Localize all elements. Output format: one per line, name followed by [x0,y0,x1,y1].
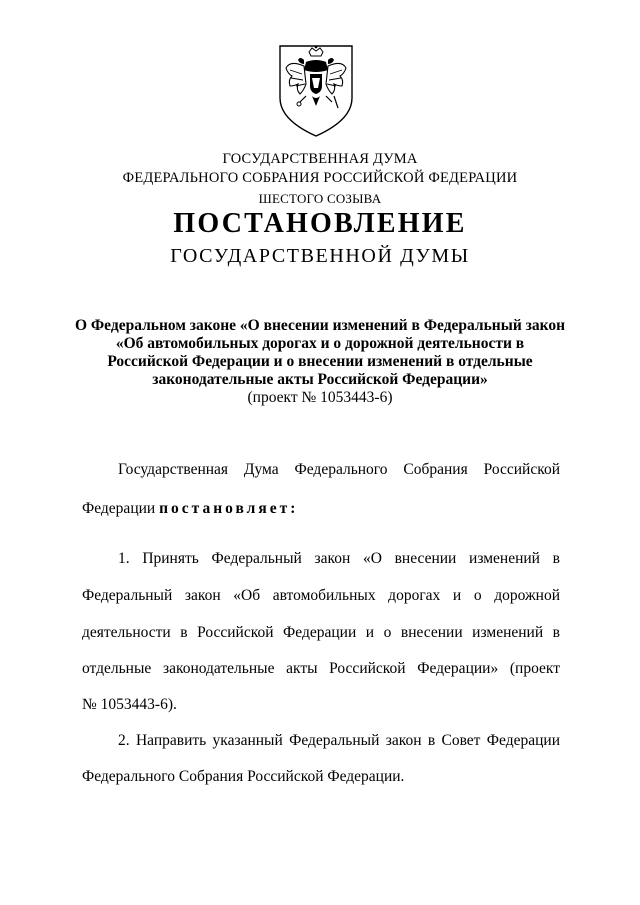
item2-line: 2. Направить указанный Федеральный закон в Совет Федерации [118,732,560,749]
item1-line: № 1053443-6). [82,696,177,713]
resolves-word: постановляет: [159,500,299,517]
subject-line: законодательные акты Российской Федерации» [152,371,488,388]
project-number: (проект № 1053443-6) [247,389,393,406]
body-intro-line: Государственная Дума Федерального Собрания Российской [118,461,560,478]
subject-line: «Об автомобильных дорогах и о дорожной деятельности в [115,335,525,352]
item1-line: деятельности в Российской Федерации и о внесении изменений в [82,624,560,641]
document-subject [70,317,570,389]
header-line-duma: ГОСУДАРСТВЕННАЯ ДУМА [222,151,418,167]
header-line-convocation: ШЕСТОГО СОЗЫВА [258,191,382,206]
header-line-federal-assembly: ФЕДЕРАЛЬНОГО СОБРАНИЯ РОССИЙСКОЙ ФЕДЕРАЦИИ [122,170,518,186]
subject-line: О Федеральном законе «О внесении изменений в Федеральный закон [74,317,566,334]
document-title: ПОСТАНОВЛЕНИЕ [173,208,467,239]
coat-of-arms-emblem-icon [276,40,356,140]
subject-line: Российской Федерации и о внесении изменений в отдельные [107,353,533,370]
item1-line: отдельные законодательные акты Российской Федерации» (проект [82,660,560,677]
body-intro-text: Федерации [82,500,160,517]
item2-line: Федерального Собрания Российской Федерации. [82,768,405,785]
item1-line: Федеральный закон «Об автомобильных дорогах и о дорожной [82,587,560,604]
body-intro-line [82,500,560,518]
document-subtitle: ГОСУДАРСТВЕННОЙ ДУМЫ [170,245,470,267]
item1-line: 1. Принять Федеральный закон «О внесении изменений в [118,550,560,567]
